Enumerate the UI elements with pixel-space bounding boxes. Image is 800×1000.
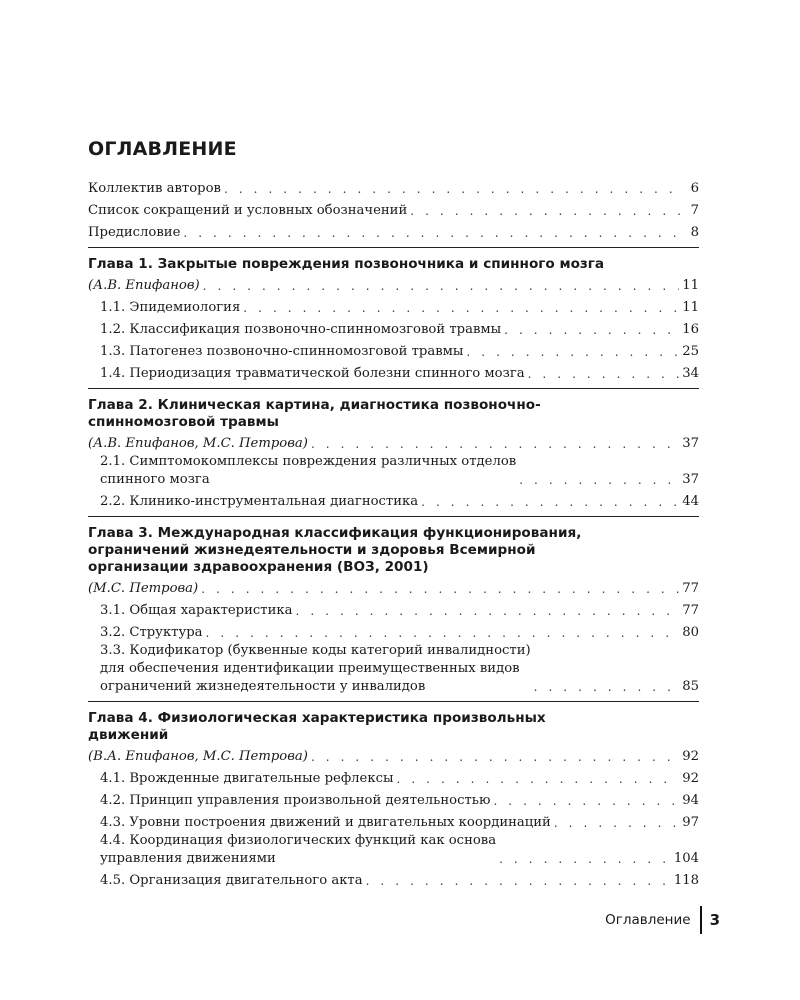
toc-entry-page: 77 <box>682 603 699 618</box>
toc-entry-label: 4.2. Принцип управления произвольной деятельностью <box>100 793 491 808</box>
toc-entry-chapter-authors[interactable] <box>88 273 699 295</box>
toc-entry-label: (В.А. Епифанов, М.С. Петрова) <box>88 749 308 764</box>
dot-leader <box>311 751 679 763</box>
toc-entry-subsection[interactable] <box>88 598 699 620</box>
dot-leader <box>203 280 680 292</box>
toc-entry-subsection[interactable] <box>88 810 699 832</box>
chapter-heading[interactable]: Глава 2. Клиническая картина, диагностика позвоночно- спинномозговой травмы <box>88 397 541 430</box>
dot-leader <box>528 368 680 380</box>
toc-entry-authors[interactable] <box>88 176 699 198</box>
toc-entry-page: 8 <box>690 225 699 240</box>
page-number: 3 <box>709 911 720 929</box>
dot-leader <box>183 227 680 239</box>
toc-entry-label: 4.1. Врожденные двигательные рефлексы <box>100 771 394 786</box>
toc-entry-label: (М.С. Петрова) <box>88 581 199 596</box>
toc-section-chapter-2 <box>88 397 699 517</box>
dot-leader <box>519 474 679 486</box>
toc-entry-label: 1.4. Периодизация травматической болезни спинного мозга <box>100 366 525 381</box>
toc-entry-label: 1.2. Классификация позвоночно-спинномозговой травмы <box>100 322 502 337</box>
toc-entry-page: 80 <box>682 625 699 640</box>
table-of-contents <box>88 176 699 903</box>
dot-leader <box>296 605 680 617</box>
toc-entry-chapter-authors[interactable] <box>88 576 699 598</box>
toc-entry-label: 3.1. Общая характеристика <box>100 603 293 618</box>
toc-entry-label: Список сокращений и условных обозначений <box>88 203 408 218</box>
toc-entry-label: 4.4. Координация физиологических функций как основа управления движениями <box>100 833 497 866</box>
toc-entry-page: 44 <box>682 494 699 509</box>
toc-entry-page: 11 <box>682 300 699 315</box>
toc-entry-chapter-authors[interactable] <box>88 744 699 766</box>
toc-entry-subsection[interactable] <box>88 453 699 489</box>
toc-entry-page: 37 <box>682 436 699 451</box>
dot-leader <box>206 627 680 639</box>
toc-entry-subsection[interactable] <box>88 868 699 890</box>
dot-leader <box>554 817 679 829</box>
toc-entry-page: 97 <box>682 815 699 830</box>
dot-leader <box>421 496 679 508</box>
chapter-heading[interactable]: Глава 1. Закрытые повреждения позвоночника и спинного мозга <box>88 256 605 272</box>
toc-entry-page: 92 <box>682 771 699 786</box>
toc-entry-page: 77 <box>682 581 699 596</box>
toc-entry-preface[interactable] <box>88 220 699 242</box>
toc-entry-subsection[interactable] <box>88 788 699 810</box>
toc-entry-subsection[interactable] <box>88 339 699 361</box>
toc-entry-subsection[interactable] <box>88 317 699 339</box>
toc-entry-abbreviations[interactable] <box>88 198 699 220</box>
toc-entry-label: Коллектив авторов <box>88 181 221 196</box>
toc-entry-label: 1.1. Эпидемиология <box>100 300 241 315</box>
toc-entry-label: 3.3. Кодификатор (буквенные коды категорий инвалидности) для обеспечения идентификации преимущественных видов ограничений жизнедеятельности у инвалидов <box>100 643 531 694</box>
toc-entry-page: 37 <box>682 472 699 487</box>
toc-entry-page: 85 <box>682 679 699 694</box>
toc-entry-subsection[interactable] <box>88 766 699 788</box>
dot-leader <box>201 583 679 595</box>
page-footer <box>560 906 720 934</box>
toc-entry-label: 2.1. Симптомокомплексы повреждения различных отделов спинного мозга <box>100 454 517 487</box>
toc-entry-subsection[interactable] <box>88 361 699 383</box>
dot-leader <box>224 183 680 195</box>
chapter-heading[interactable]: Глава 4. Физиологическая характеристика произвольных движений <box>88 710 546 743</box>
toc-entry-label: 1.3. Патогенез позвоночно-спинномозговой травмы <box>100 344 464 359</box>
toc-entry-subsection[interactable] <box>88 832 699 868</box>
toc-entry-subsection[interactable] <box>88 620 699 642</box>
toc-entry-label: 2.2. Клинико-инструментальная диагностика <box>100 494 419 509</box>
toc-entry-label: 4.5. Организация двигательного акта <box>100 873 363 888</box>
toc-entry-page: 92 <box>682 749 699 764</box>
toc-entry-subsection[interactable] <box>88 489 699 511</box>
toc-entry-subsection[interactable] <box>88 295 699 317</box>
toc-section-chapter-3 <box>88 525 699 702</box>
toc-entry-page: 16 <box>682 322 699 337</box>
chapter-heading[interactable]: Глава 3. Международная классификация функционирования, ограничений жизнедеятельности и здоровья Всемирной организации здравоохранения (ВОЗ, 2001) <box>88 525 582 575</box>
toc-entry-page: 94 <box>682 793 699 808</box>
toc-entry-page: 34 <box>682 366 699 381</box>
toc-entry-label: 3.2. Структура <box>100 625 203 640</box>
dot-leader <box>243 302 679 314</box>
toc-entry-page: 104 <box>673 851 699 866</box>
toc-entry-chapter-authors[interactable] <box>88 431 699 453</box>
toc-entry-page: 25 <box>682 344 699 359</box>
toc-entry-label: Предисловие <box>88 225 181 240</box>
dot-leader <box>410 205 680 217</box>
toc-entry-label: (А.В. Епифанов, М.С. Петрова) <box>88 436 308 451</box>
toc-section-chapter-1 <box>88 256 699 389</box>
toc-section-front-matter <box>88 176 699 248</box>
dot-leader <box>493 795 679 807</box>
footer-divider <box>700 906 702 934</box>
toc-entry-label: (А.В. Епифанов) <box>88 278 200 293</box>
toc-section-chapter-4 <box>88 710 699 895</box>
dot-leader <box>499 853 671 865</box>
toc-entry-page: 118 <box>673 873 699 888</box>
toc-entry-subsection[interactable] <box>88 642 699 696</box>
toc-entry-page: 6 <box>690 181 699 196</box>
dot-leader <box>396 773 679 785</box>
dot-leader <box>466 346 679 358</box>
dot-leader <box>504 324 679 336</box>
dot-leader <box>534 681 680 693</box>
toc-entry-label: 4.3. Уровни построения движений и двигательных координаций <box>100 815 551 830</box>
page-title: ОГЛАВЛЕНИЕ <box>88 138 237 160</box>
toc-entry-page: 11 <box>682 278 699 293</box>
dot-leader <box>311 438 679 450</box>
dot-leader <box>366 875 671 887</box>
toc-entry-page: 7 <box>690 203 699 218</box>
running-title: Оглавление <box>605 912 691 928</box>
